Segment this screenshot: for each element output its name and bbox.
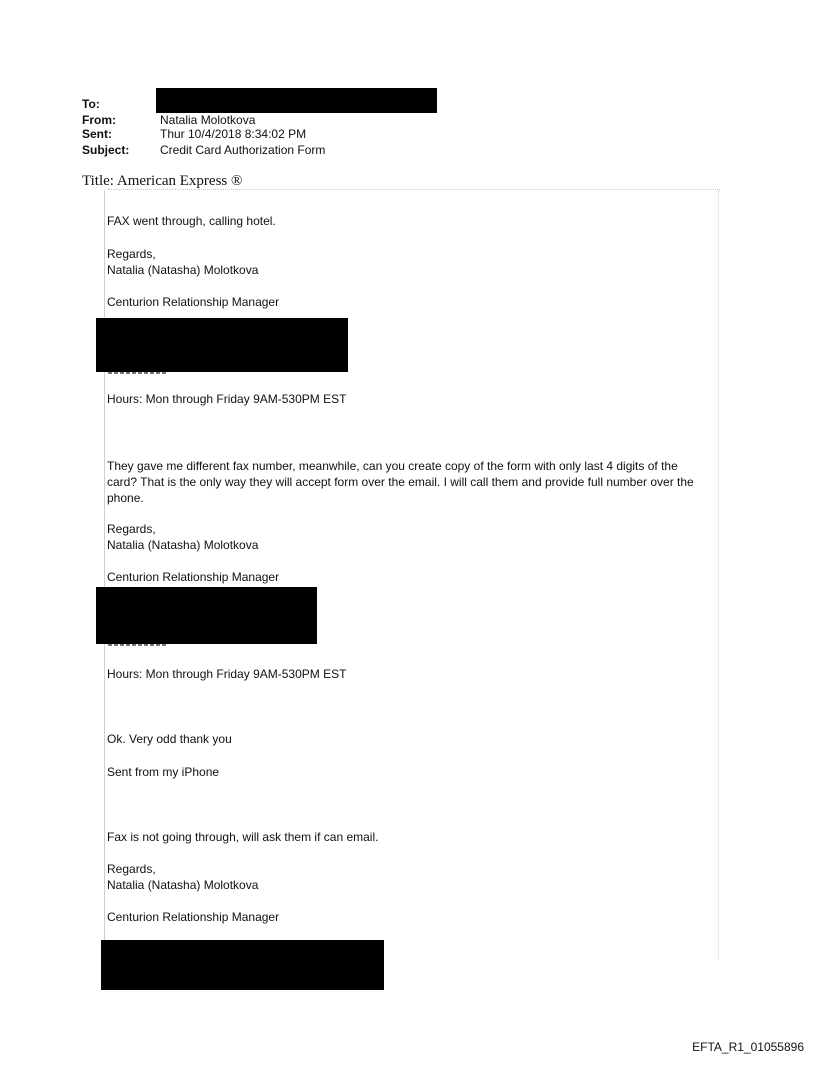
body-frame-right (718, 190, 719, 960)
from-value: Natalia Molotkova (160, 113, 256, 127)
message-2-name: Natalia (Natasha) Molotkova (107, 538, 259, 552)
message-4-name: Natalia (Natasha) Molotkova (107, 878, 259, 892)
body-frame-top (108, 189, 720, 190)
contact-redaction-1 (96, 318, 348, 372)
message-2-role: Centurion Relationship Manager (107, 570, 280, 584)
message-1-role: Centurion Relationship Manager (107, 295, 280, 309)
message-1-name: Natalia (Natasha) Molotkova (107, 263, 259, 277)
from-label: From: (82, 113, 116, 127)
message-2-text: They gave me different fax number, meanwhile, can you create copy of the form with only last 4 digits of the card? That is the only way they will accept form over the email. I will call them and provide full number over the phone. (107, 459, 694, 505)
body-frame-left (104, 190, 105, 940)
subject-value: Credit Card Authorization Form (160, 143, 326, 157)
message-4-text: Fax is not going through, will ask them if can email. (107, 830, 379, 844)
message-2-hours: Hours: Mon through Friday 9AM-530PM EST (107, 667, 347, 681)
subject-label: Subject: (82, 143, 130, 157)
message-3-signature: Sent from my iPhone (107, 765, 220, 779)
sent-label: Sent: (82, 127, 112, 141)
message-1-regards: Regards, (107, 247, 156, 261)
sent-value: Thur 10/4/2018 8:34:02 PM (160, 127, 307, 141)
title-line: Title: American Express ® (82, 173, 243, 189)
contact-redaction-2 (96, 587, 317, 644)
to-label: To: (82, 97, 100, 111)
message-1-hours: Hours: Mon through Friday 9AM-530PM EST (107, 392, 347, 406)
redaction-2-residue (108, 643, 168, 646)
document-id: EFTA_R1_01055896 (692, 1040, 804, 1054)
message-3-text: Ok. Very odd thank you (107, 732, 232, 746)
message-4-role: Centurion Relationship Manager (107, 910, 280, 924)
to-redaction (156, 88, 437, 113)
message-2-regards: Regards, (107, 522, 156, 536)
message-4-regards: Regards, (107, 862, 156, 876)
message-1-text: FAX went through, calling hotel. (107, 214, 276, 228)
contact-redaction-3 (101, 940, 384, 990)
redaction-1-residue (108, 371, 168, 374)
